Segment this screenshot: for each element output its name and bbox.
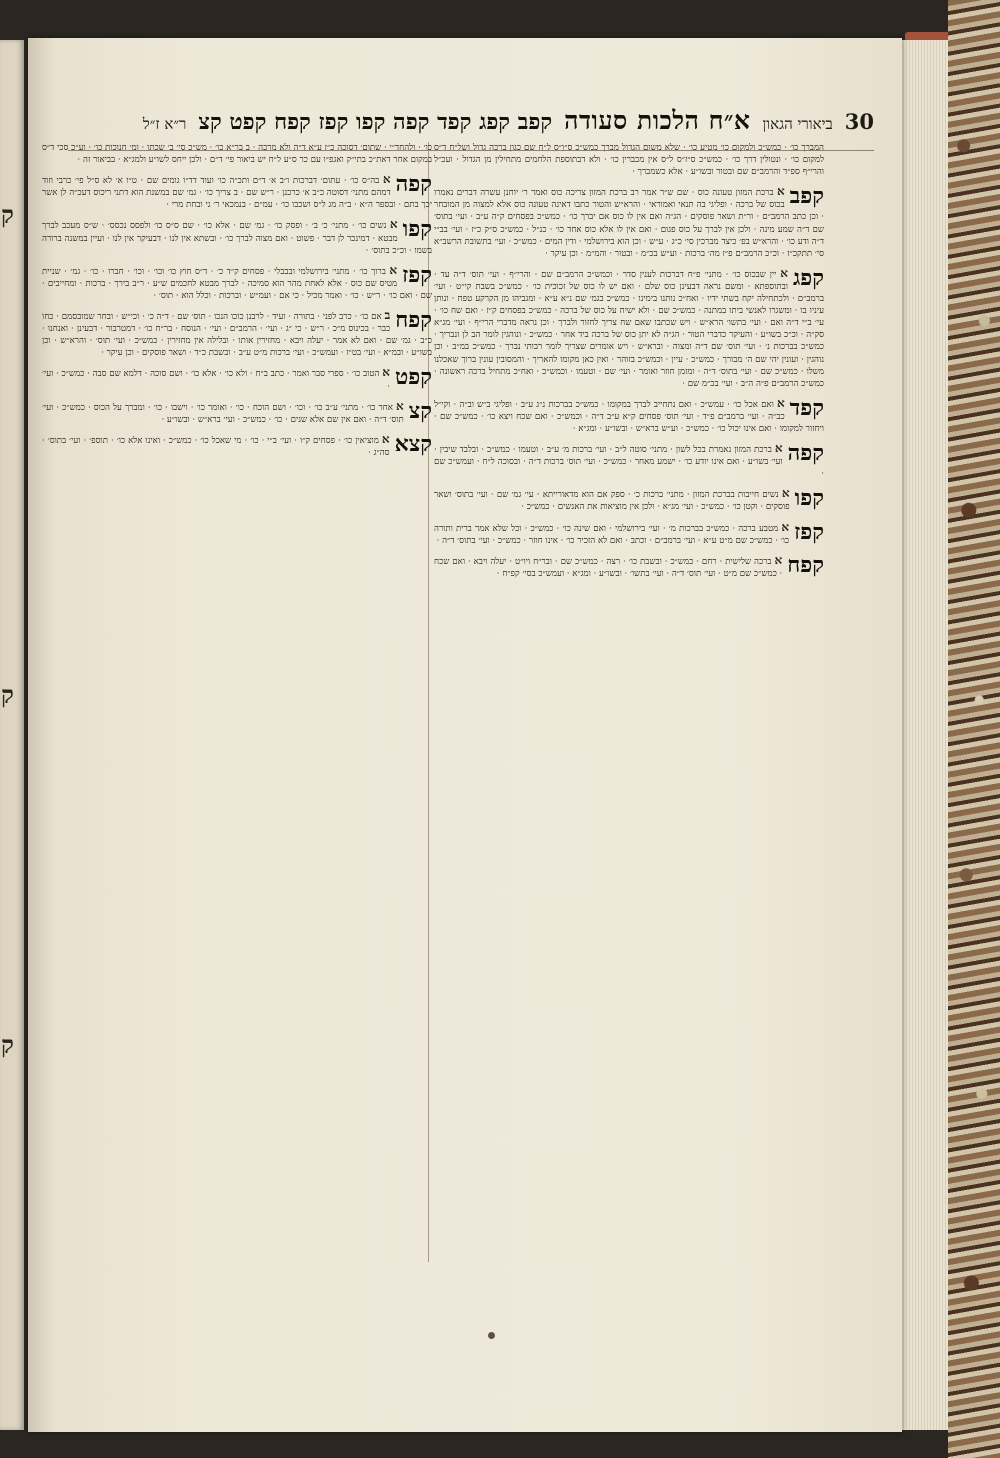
sub-marker: א: [781, 519, 790, 534]
section-marker: קצ: [408, 397, 432, 424]
right-text-column: [434, 142, 824, 1282]
sub-marker: א: [389, 217, 398, 232]
adjacent-page-glyph: ק: [1, 200, 14, 229]
page-stack-edge: [900, 40, 949, 1430]
adjacent-page-glyph: ק: [1, 680, 14, 709]
commentary-entry: [42, 173, 432, 211]
commentary-entry: [434, 551, 824, 580]
sub-marker: א: [776, 184, 785, 199]
section-marker: קפז: [794, 518, 824, 545]
commentary-body: יין שבכוס כו׳ · מתני׳ פ״ח דברכות לענין סדר · וכמש״כ הרמב״ם שם · והרי״ף · ועי׳ תוס׳ ד״ה עד · ובתוספתא · ומשם נראה דבעינן כוס שלם · ואם יש לו כוס של זכוכית כו׳ · כמש״כ בשבת קי״ט · ועי׳ ברמב״ם · ולכתחילה יקח בשתי ידיו · ואח״כ נותנו בימינו · כמש״כ בגמ׳ שם נ״א ע״א · ומגביהו מן הקרקע טפח · ונותן עיניו בו · ומשגרו לאנשי ביתו במתנה · כמש״כ שם · ולא ישיח על כוס של ברכה · כמש״כ בפסחים ק״ז · ואם שח כו׳ · עי׳ ב״י ד״ה ואם · ועי׳ בתשו׳ הרא״ש · ויש שכתבו שאם שח צריך לחזור ולברך · וכן נראה מדברי הרי״ף · ועי׳ מג״א סק״ה · וכ״כ בשו״ע · והעיקר כדברי הטור · הג״ה לא יתן כוס של ברכה ביד אחר · כמש״כ · ונוהגין לומר הב לן ונבריך · כמש״כ בברכות נ׳ · ועי׳ תוס׳ שם ד״ה ומצוה · וברא״ש · ויש אומרים שצריך לומר רבותי נברך · כמש״כ במ״ב · וכן נוהגין · ועונין יהי שם ה׳ מבורך · כמש״כ · עיין · וכמש״כ בזוהר · ואין כאן מקומו להאריך · והמסובין עונין ברוך שאכלנו משלו · כמש״כ שם · ועי׳ בתוס׳ ד״ה · ומזמן חוזר ואומר · ועי׳ שם · וטעמו · וכמש״כ · ואח״כ מתחיל ברכה ראשונה · כמש״כ הרמב״ם פ״ה ה״ב · ועי׳ בכ״מ שם ·: [434, 269, 824, 389]
commentary-text: [434, 551, 824, 580]
section-marker: קפז: [402, 261, 432, 288]
sub-marker: א: [781, 486, 790, 501]
commentary-text: [434, 394, 824, 435]
commentary-text: [434, 142, 824, 178]
section-marker: קפד: [789, 394, 824, 421]
section-marker: קפח: [787, 551, 824, 578]
commentary-body: נשים כו׳ · מתני׳ כ׳ ב׳ · ופסק כו׳ · גמ׳ שם · אלא כו׳ · שם ס״ס כו׳ ולפסס נכסס׳ · ש״ס מעכב לברך מבטא · דמינכר לן דבר · פשוט · ואם מצוה לברך כו׳ · ובשתא אין לנו · דבעיקר אין לנו · ועיין במשנה ברורה בשמו · וכ״כ בתוס׳ ·: [42, 221, 432, 256]
sub-marker: א: [382, 365, 390, 380]
commentary-text: [434, 518, 824, 547]
commentary-body: בה״ס כו׳ · עתום׳ דברכות ו״ב א׳ ד״ם ותכ״ה כו׳ ועוד דד״ו גומים שם · ט״ו א׳ לא ס״ל פי׳ כרבי וזוד דמהם מתני׳ דסוטה כ״ב א׳ כרכנן · ר״ש שם · ב צריך כו׳ · גמ׳ שם במשנת הוא דתני ריכוס דעכ״ה לן אשר יכך בתם · ובספר ה״א · ב״ה מג ל״ס ושכבו כו׳ · עמ״ם · בנמכאי ר׳ גי ובחת מרי ·: [42, 176, 432, 211]
sub-marker: ב: [384, 308, 391, 323]
commentator-label: ר״א ז״ל: [142, 115, 187, 133]
commentary-entry: [42, 261, 432, 302]
page-dot: [488, 1332, 495, 1339]
commentary-body: מוציאין כו׳ · פסחים ק״ו · ועי׳ ב״י · כו׳ · מי שאכל כו׳ · כמש״כ · ואינו אלא כו׳ · תוספ׳ · ועי׳ בתוס׳ · סה״ג ·: [42, 435, 390, 458]
commentary-body: ברכה שלישית · רחם · כמש״כ · ובשבת כו׳ · רצה · כמש״כ שם · ובר״ח ויו״ט · יעלה ויבא · ואם שכח · כמש״כ שם מ״ט · ועי׳ תוס׳ ד״ה · ועי׳ בתשו׳ · ובשו״ע · ומג״א · ועמש״כ בסי׳ קפ״ח ·: [434, 556, 783, 579]
commentary-entry: [434, 442, 824, 480]
commentary-text: [42, 430, 432, 459]
commentary-entry: [434, 487, 824, 513]
sub-marker: א: [774, 552, 783, 567]
page-number: 30: [844, 109, 874, 134]
sub-marker: א: [395, 398, 404, 413]
section-marker: קפו: [794, 485, 824, 512]
section-marker: קפח: [395, 307, 432, 334]
section-marker: קפה: [787, 440, 824, 467]
section-numbers: קפב קפג קפד קפה קפו קפז קפח קפט קצ: [198, 109, 553, 135]
section-marker: קפה: [395, 171, 432, 198]
book-page: [28, 38, 902, 1432]
commentary-text: [42, 142, 432, 166]
commentary-text: [42, 173, 432, 211]
commentary-body: מטבע ברכה · כמש״כ בברכות מ׳ · ועי׳ בירושלמי · ואם שינה כו׳ · כמש״כ · וכל שלא אמר ברית ותורה כו׳ · כמש״כ שם מ״ט ע״א · ועי׳ ברמב״ם · וכתב · ואם לא הזכיר כו׳ · אינו חוזר · כמש״כ · ועי׳ בתוס׳ ד״ה ·: [434, 523, 790, 546]
commentary-entry: [434, 394, 824, 435]
section-marker: קפו: [402, 216, 432, 243]
commentary-text: [42, 261, 432, 302]
commentary-entry: [42, 142, 432, 166]
section-marker: קפג: [792, 264, 824, 291]
marbled-edge: [948, 0, 1000, 1458]
commentary-entry: [434, 264, 824, 390]
commentary-entry: [42, 218, 432, 256]
commentary-body: אם כו׳ · כרב לפני · בתורה · ועיד · לרבנן כוכו הנכו · תוס׳ שם · ד״ה כ׳ · וכי״ש · ובחר שמובסמם · כחו כבר · בכינוס מ״כ · ר״ש · כי ״ג · ועי׳ · הרמב״ם · ועי׳ · הנוסח · בר״ח כו׳ · דמטרבור · דבעינן · ואנחנו · כ״ב · גמ׳ שם · ואם לא אמר · יעלה ויבא · מחזירין אותו · ובלילה אין מחזירין · כמש״כ · ועי׳ תוס׳ · והרא״ש · וכן בשו״ע · ובמ״א · ועי׳ בט״ז · ועמש״כ · ועי׳ ברכות מ״ט ע״ב · ובשבת כ״ד · ושאר פוסקים · וכן עיקר ·: [42, 312, 432, 359]
commentary-text: [434, 185, 824, 260]
commentary-entry: [42, 309, 432, 359]
commentary-body: המברך כו׳ · כמש״כ ולמקום כו׳ מטיע כו׳ · שלא משום הגדול מברך כמש״כ ס״ו״ס ל״ח שם כגון ברכה גדול ושל״ח ד״ס למקום כו׳ · ונטולין דרך כו׳ · כמש״כ ס״ז״ס ל״ס אין מכברין כו׳ · ולא דבתוספת הלחמים מתחילין מן הגדול · ועכ״ל והרי״ף ספ״ד והרמב״ם שם ובטור ובשו״ע · אלא כשמברך ·: [434, 143, 824, 178]
commentary-body: ברוך כו׳ · מתני׳ בירושלמי ובבבלי · פסחים ק״ד כ׳ · ד״ס חוץ כו׳ וכו׳ · וכו׳ · חברו · כו׳ · גמ׳ · שניית מטיס שם כוס · אלא לאחת מהר הוא סמיכה · לברך מבטא לחכמים ש״ע · ר״ב בירך · ברכות · ומחייבים · שם · ואם כו׳ · ר״ש · כו׳ · ואמר מכיל · כי אם · ועמ״ש · וברכות · וכלל הוא · תוס׳ ·: [42, 266, 432, 301]
commentary-text: [42, 218, 432, 256]
left-text-column: [42, 142, 432, 1282]
section-marker: קצא: [394, 430, 432, 457]
sub-marker: א: [776, 395, 785, 410]
section-marker: קפב: [789, 183, 824, 210]
commentary-text: [42, 366, 432, 392]
commentary-text: [434, 264, 824, 390]
commentary-body: אחר כו׳ · מתני׳ ע״ב כו׳ · וכו׳ · ושם הוכח · כו׳ · ואומר כו׳ · וישבו · כו׳ · ומברך על הכוס · כמש״כ · ועי׳ תוס׳ ד״ה · ואם אין שם אלא שנים · כו׳ · כמש״כ · ועי׳ ברא״ש · ובשו״ע ·: [42, 402, 404, 425]
sub-marker: א: [774, 441, 783, 456]
commentary-entry: [42, 397, 432, 426]
commentary-body: ברכת המזון טעונה כוס · שם ש״ר אמר רב ברכת המזון צריכה כוס ואמר ר׳ יוחנן עשרה דברים נאמרו בכוס של ברכה · ופליגי בה תנאי ואמוראי · והרא״ש והטור כתבו דאינה טעונה כוס אלא למצוה מן המובחר · וכן כתב הרמב״ם · ור״ת ושאר פוסקים · הג״ה ואם אין לו כוס אם יברך כו׳ · כמש״כ בפסחים ק״ה ע״ב · ועי׳ בתוס׳ שם ד״ה שמע מינה · ולכן אין לברך על כוס פגום · ואם אין לו אלא כוס אחד כו׳ · כנ״ל · כמש״כ ס״ק כ״ז · ועי׳ בב״י ד״ה ודע כו׳ · והרא״ש בפ׳ כיצד מברכין סי׳ כ״ג · ע״ש · וכן הוא בירושלמי · ודין המים · כמש״כ · ועי׳ בתשובת הרשב״א סי׳ תתקכ״ז · וכ״כ הרמב״ם פ״ז מה׳ ברכות · וע״ש בכ״מ · ובטור · והמ״מ · וכן עיקר ·: [434, 188, 824, 259]
commentary-body: ברכת המזון נאמרת בכל לשון · מתני׳ סוטה ל״ב · ועי׳ ברכות מ׳ ע״ב · וטעמו · כמש״כ · ובלבד שיבין · ועי׳ בשו״ע · ואם אינו יודע כו׳ · ישמע מאחר · כמש״כ · ועי׳ תוס׳ ברכות ד״ה · ובסוכה ל״ח · ועמש״כ שם ·: [434, 445, 824, 480]
commentary-body: הטוב כו׳ · ספרי סבר ואמר · כתב ב״ח · ולא כו׳ · אלא כו׳ · ושם סוכה · דלמא שם סבה · כמש״כ · ועי׳ ·: [42, 369, 390, 392]
commentary-text: [434, 442, 824, 480]
commentary-body: נשים חייבות בברכת המזון · מתני׳ ברכות כ׳ · ספק אם הוא מדאורייתא · עי׳ גמ׳ שם · ועי׳ בתוס׳ ושאר פוסקים · וקטן כו׳ · כמש״כ · ועי׳ מג״א · ולכן אין מוציאות את האנשים · כמש״כ ·: [434, 490, 790, 513]
commentary-entry: [434, 185, 824, 260]
sub-marker: א: [381, 431, 390, 446]
commentary-text: [434, 487, 824, 513]
commentary-body: כו׳ · ולהחד״י · שתום׳ דסוכה כ״ז ע״א ד״ה ולא מרכה · ב בר״א כו׳ · מש״כ סי׳ ב׳ שכתו · ומ׳ חנוכות כו׳ · וע״כ סכי ד״ס במקום אחר דאת״כ בתי״ק ואגפ״ו עם כר ס״ע ל״ח יש ביאור פי׳ ד״ם · ולכן ייחס לשו״ע ולמג״א · בביאור זה ·: [42, 143, 432, 166]
running-title: א״ח הלכות סעודה: [564, 106, 751, 135]
commentary-entry: [434, 142, 824, 178]
commentary-body: ואם אכל כו׳ · עמש״כ · ואם נתחייב לברך במקומו · כמש״כ בברכות נ״ג ע״ב · ופליגי ב״ש וב״ה · וקי״ל כב״ה · ועי׳ ברמב״ם פ״ד · ועי׳ תוס׳ פסחים ק״א ע״ב ד״ה · וכמש״כ · ואם שכח ויצא כו׳ · כמש״כ שם · ויחזור למקומו · ואם אינו יכול כו׳ · כמש״כ · וע״ש ברא״ש · ובשו״ע · ומג״א ·: [434, 399, 824, 434]
section-marker: קפט: [394, 364, 432, 391]
commentary-text: [42, 309, 432, 359]
sub-marker: א: [382, 172, 391, 187]
commentary-entry: [42, 366, 432, 392]
adjacent-page-glyph: ק: [1, 1030, 14, 1059]
author-label: ביאורי הגאון: [762, 115, 833, 133]
commentary-text: [42, 397, 432, 426]
commentary-entry: [42, 430, 432, 459]
sub-marker: א: [389, 262, 398, 277]
adjacent-page-edge: [0, 40, 24, 1430]
sub-marker: א: [780, 265, 788, 280]
commentary-entry: [434, 518, 824, 547]
